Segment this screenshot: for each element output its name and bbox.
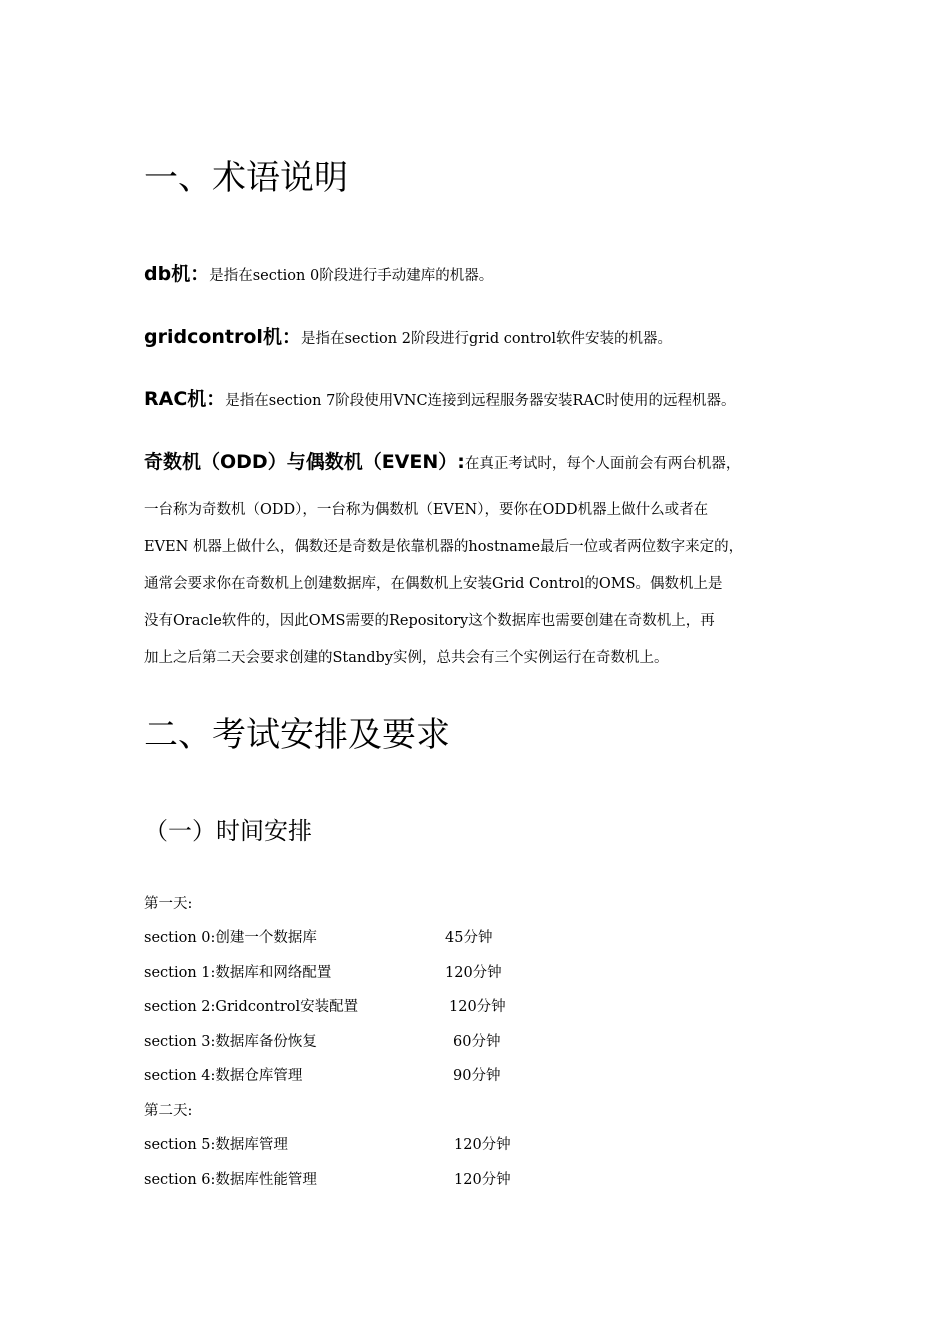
- odd-even-paragraph: [144, 492, 824, 677]
- schedule-duration: 90分钟: [453, 1068, 501, 1084]
- subheading-schedule: （一）时间安排: [144, 817, 312, 845]
- term-label: 奇数机（ODD）与偶数机（EVEN）:: [144, 451, 465, 473]
- schedule-row: [144, 961, 502, 985]
- term-odd-even: [144, 450, 740, 476]
- schedule-duration: 120分钟: [454, 1172, 511, 1188]
- schedule-name: section 4:数据仓库管理: [144, 1068, 303, 1084]
- schedule-name: section 2:Gridcontrol安装配置: [144, 999, 359, 1015]
- schedule-row: [144, 1064, 501, 1088]
- paragraph-line: 一台称为奇数机（ODD），一台称为偶数机（EVEN），要你在ODD机器上做什么或者在: [144, 502, 709, 518]
- term-desc: 是指在section 7阶段使用VNC连接到远程服务器安装RAC时使用的远程机器。: [225, 393, 736, 409]
- paragraph-line: 没有Oracle软件的，因此OMS需要的Repository这个数据库也需要创建在奇数机上，再: [144, 613, 715, 629]
- paragraph-line: 加上之后第二天会要求创建的Standby实例，总共会有三个实例运行在奇数机上。: [144, 650, 669, 666]
- term-gridcontrol: [144, 325, 672, 351]
- term-rac: [144, 387, 736, 413]
- term-label: db机：: [144, 263, 210, 285]
- schedule-name: section 1:数据库和网络配置: [144, 965, 332, 981]
- schedule-name: section 3:数据库备份恢复: [144, 1034, 317, 1050]
- term-db: [144, 262, 493, 288]
- schedule-duration: 60分钟: [453, 1034, 501, 1050]
- paragraph-line: 通常会要求你在奇数机上创建数据库，在偶数机上安装Grid Control的OMS。偶数机上是: [144, 576, 723, 592]
- heading-exam-arrangement: 二、考试安排及要求: [144, 715, 450, 755]
- day1-label: 第一天:: [144, 896, 193, 912]
- schedule-name: section 0:创建一个数据库: [144, 930, 317, 946]
- schedule-name: section 5:数据库管理: [144, 1137, 288, 1153]
- schedule-row: [144, 995, 506, 1019]
- schedule-duration: 120分钟: [449, 999, 506, 1015]
- paragraph-line: EVEN 机器上做什么，偶数还是奇数是依靠机器的hostname最后一位或者两位数字来定的，: [144, 539, 744, 555]
- term-desc: 是指在section 0阶段进行手动建库的机器。: [209, 268, 494, 284]
- schedule-duration: 120分钟: [445, 965, 502, 981]
- schedule-row: [144, 1133, 511, 1157]
- schedule-row: [144, 926, 493, 950]
- schedule-row: [144, 1168, 511, 1192]
- term-desc: 是指在section 2阶段进行grid control软件安装的机器。: [300, 331, 673, 347]
- day2-label: 第二天:: [144, 1103, 193, 1119]
- schedule-name: section 6:数据库性能管理: [144, 1172, 317, 1188]
- schedule-row: [144, 1030, 501, 1054]
- schedule-duration: 120分钟: [454, 1137, 511, 1153]
- heading-terminology: 一、术语说明: [144, 158, 348, 198]
- term-label: gridcontrol机：: [144, 326, 301, 348]
- term-label: RAC机：: [144, 388, 226, 410]
- schedule-duration: 45分钟: [445, 930, 493, 946]
- term-desc: 在真正考试时，每个人面前会有两台机器，: [464, 456, 741, 472]
